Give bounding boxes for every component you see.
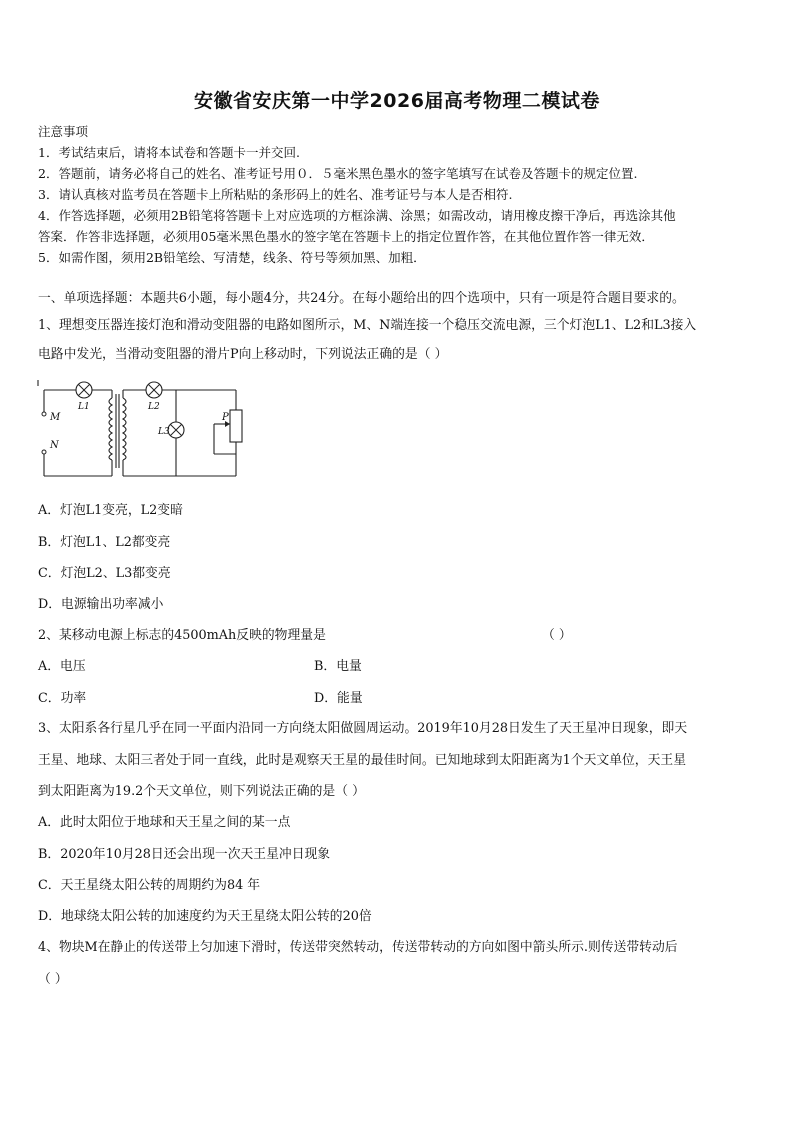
q2-option-b: B．电量	[314, 659, 362, 674]
notice-item-2: 2．答题前，请务必将自己的姓名、准考证号用０．５毫米黑色墨水的签字笔填写在试卷及答题卡的规定位置.	[38, 166, 638, 181]
q2-answer-paren: （ ）	[542, 628, 572, 643]
q2-option-c: C．功率	[38, 691, 87, 706]
circuit-diagram	[36, 378, 246, 480]
q4-stem-line1: 4、物块M在静止的传送带上匀加速下滑时，传送带突然转动，传送带转动的方向如图中箭头所示.则传送带转动后	[38, 940, 678, 955]
q3-stem-line3: 到太阳距离为19.2个天文单位，则下列说法正确的是（ ）	[38, 784, 365, 799]
q3-option-d: D．地球绕太阳公转的加速度约为天王星绕太阳公转的20倍	[38, 909, 372, 924]
q2-option-a: A．电压	[38, 659, 86, 674]
notice-heading: 注意事项	[38, 124, 89, 139]
q1-option-a: A．灯泡L1变亮，L2变暗	[38, 503, 183, 518]
label-l1: L1	[78, 402, 90, 412]
notice-item-1: 1．考试结束后，请将本试卷和答题卡一并交回.	[38, 145, 300, 160]
q3-option-c: C．天王星绕太阳公转的周期约为84 年	[38, 878, 261, 893]
terminal-m	[42, 412, 46, 416]
section-heading: 一、单项选择题：本题共6小题，每小题4分，共24分。在每小题给出的四个选项中，只有一项是符合题目要求的。	[38, 291, 685, 306]
notice-item-5: 5．如需作图，须用2B铅笔绘、写清楚，线条、符号等须加黑、加粗．	[38, 250, 426, 265]
notice-item-4: 4．作答选择题，必须用2B铅笔将答题卡上对应选项的方框涂满、涂黑；如需改动，请用橡皮擦干净后，再选涂其他	[38, 208, 676, 223]
q2-stem: 2、某移动电源上标志的4500mAh反映的物理量是	[38, 628, 326, 643]
label-n: N	[50, 440, 59, 451]
notice-item-4-cont: 答案．作答非选择题，必须用05毫米黑色墨水的签字笔在答题卡上的指定位置作答，在其他位置作答一律无效．	[38, 229, 654, 244]
label-l2: L2	[148, 402, 160, 412]
q1-stem-line1: 1、理想变压器连接灯泡和滑动变阻器的电路如图所示，M、N端连接一个稳压交流电源，三个灯泡L1、L2和L3接入	[38, 318, 697, 333]
q3-stem-line2: 王星、地球、太阳三者处于同一直线，此时是观察天王星的最佳时间。已知地球到太阳距离为1个天文单位，天王星	[38, 753, 686, 768]
page-title: 安徽省安庆第一中学2026届高考物理二模试卷	[194, 90, 600, 112]
q4-stem-line2: （ ）	[38, 972, 68, 987]
q3-option-a: A．此时太阳位于地球和天王星之间的某一点	[38, 815, 291, 830]
terminal-n	[42, 450, 46, 454]
q1-option-d: D．电源输出功率减小	[38, 597, 164, 612]
q1-stem-line2: 电路中发光，当滑动变阻器的滑片P向上移动时，下列说法正确的是（ ）	[38, 347, 448, 362]
label-l3: L3	[158, 427, 170, 437]
label-p: P	[222, 412, 229, 423]
notice-item-3: 3．请认真核对监考员在答题卡上所粘贴的条形码上的姓名、准考证号与本人是否相符.	[38, 187, 513, 202]
q3-option-b: B．2020年10月28日还会出现一次天王星冲日现象	[38, 847, 331, 862]
q3-stem-line1: 3、太阳系各行星几乎在同一平面内沿同一方向绕太阳做圆周运动。2019年10月28日发生了天王星冲日现象，即天	[38, 721, 688, 736]
label-m: M	[50, 412, 61, 423]
q2-option-d: D．能量	[314, 691, 363, 706]
q1-option-b: B．灯泡L1、L2都变亮	[38, 535, 171, 550]
q1-option-c: C．灯泡L2、L3都变亮	[38, 566, 171, 581]
